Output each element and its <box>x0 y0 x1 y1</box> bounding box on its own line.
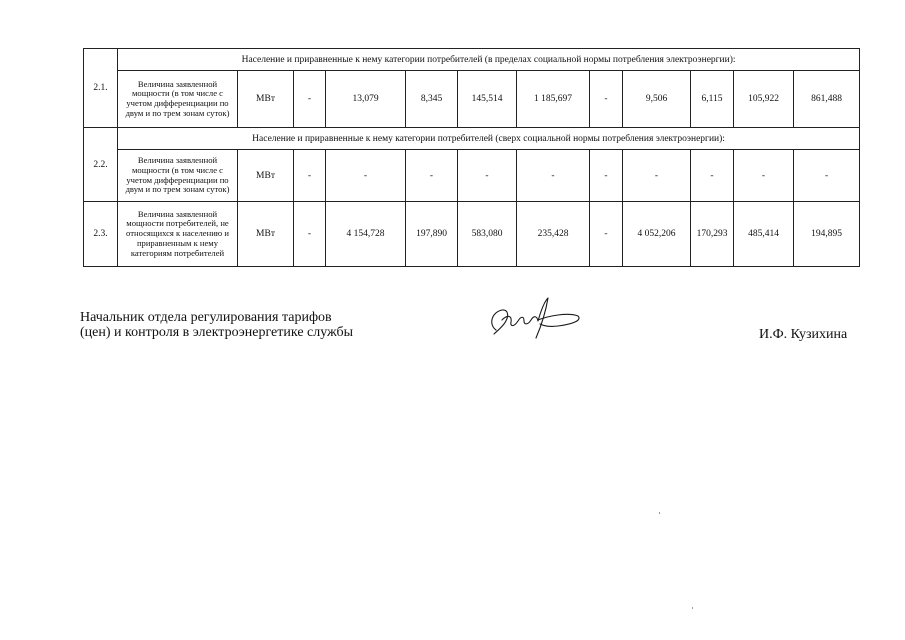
table-row <box>84 128 860 150</box>
unit-cell: МВт <box>238 71 294 128</box>
value-cell: 105,922 <box>734 71 794 128</box>
signatory-position-line1: Начальник отдела регулирования тарифов <box>80 310 332 325</box>
value-cell: 1 185,697 <box>517 71 590 128</box>
value-cell: - <box>458 150 517 202</box>
unit-cell: МВт <box>238 150 294 202</box>
value-cell: 197,890 <box>406 202 458 267</box>
value-cell: 170,293 <box>691 202 734 267</box>
signatory-position <box>80 310 353 340</box>
value-cell: - <box>623 150 691 202</box>
value-cell: - <box>691 150 734 202</box>
signatory-name: И.Ф. Кузихина <box>759 327 848 342</box>
row-description: Величина заявленной мощности (в том числе с учетом дифференциации по двум и по трем зонам суток) <box>118 71 238 128</box>
value-cell: 8,345 <box>406 71 458 128</box>
value-cell: - <box>406 150 458 202</box>
value-cell: - <box>590 150 623 202</box>
table-row <box>84 202 860 267</box>
scan-speck <box>692 607 693 609</box>
scan-speck <box>659 512 660 514</box>
value-cell: 145,514 <box>458 71 517 128</box>
value-cell: - <box>294 71 326 128</box>
value-cell: - <box>326 150 406 202</box>
tariff-table <box>83 48 860 267</box>
value-cell: 861,488 <box>794 71 860 128</box>
value-cell: - <box>294 150 326 202</box>
value-cell: - <box>294 202 326 267</box>
value-cell: 4 052,206 <box>623 202 691 267</box>
handwritten-signature <box>478 294 588 344</box>
row-number: 2.3. <box>84 202 118 267</box>
value-cell: - <box>734 150 794 202</box>
value-cell: 4 154,728 <box>326 202 406 267</box>
table-row <box>84 71 860 128</box>
unit-cell: МВт <box>238 202 294 267</box>
row-number: 2.2. <box>84 128 118 202</box>
section-title: Население и приравненные к нему категории потребителей (в пределах социальной нормы потребления электроэнергии): <box>118 49 860 71</box>
value-cell: - <box>590 202 623 267</box>
row-number: 2.1. <box>84 49 118 128</box>
value-cell: 9,506 <box>623 71 691 128</box>
value-cell: 194,895 <box>794 202 860 267</box>
value-cell: - <box>590 71 623 128</box>
row-description: Величина заявленной мощности потребителей, не относящихся к населению и приравненным к нему категориям потребителей <box>118 202 238 267</box>
value-cell: 6,115 <box>691 71 734 128</box>
value-cell: 13,079 <box>326 71 406 128</box>
value-cell: - <box>517 150 590 202</box>
value-cell: 485,414 <box>734 202 794 267</box>
section-title: Население и приравненные к нему категории потребителей (сверх социальной нормы потребления электроэнергии): <box>118 128 860 150</box>
table-row <box>84 150 860 202</box>
value-cell: 235,428 <box>517 202 590 267</box>
value-cell: 583,080 <box>458 202 517 267</box>
row-description: Величина заявленной мощности (в том числе с учетом дифференциации по двум и по трем зонам суток) <box>118 150 238 202</box>
value-cell: - <box>794 150 860 202</box>
table-row <box>84 49 860 71</box>
signatory-position-line2: (цен) и контроля в электроэнергетике службы <box>80 325 354 340</box>
